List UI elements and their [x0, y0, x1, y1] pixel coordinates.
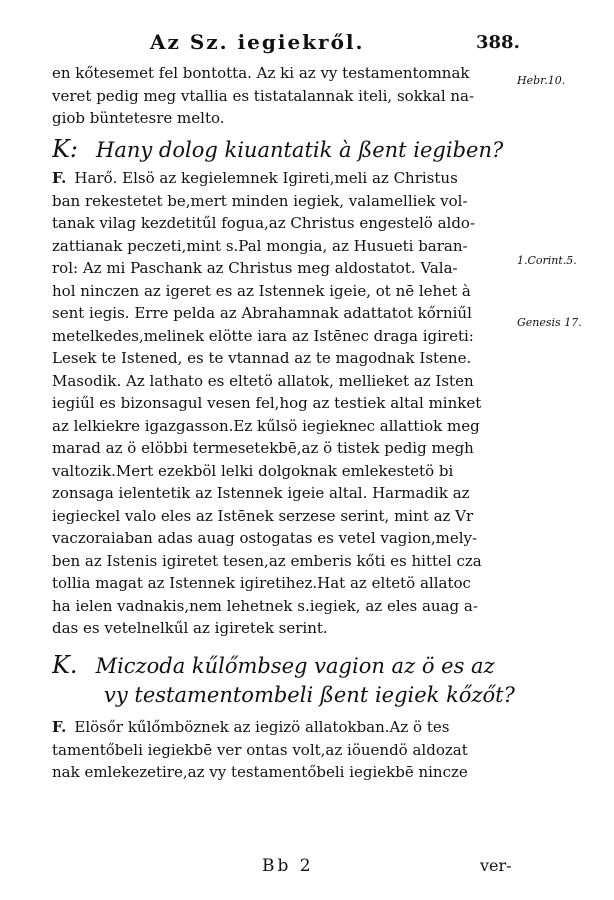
text-line: tanak vilag kezdetitűl fogua,az Christus engestelö aldo- [52, 214, 476, 232]
text-line: valtozik.Mert ezekböl lelki dolgoknak emlekestetö bi [52, 461, 454, 480]
catchword: ver- [480, 856, 512, 875]
question-line [52, 650, 522, 680]
text-line: iegiűl es bizonsagul vesen fel,hog az testiek altal minket [52, 394, 482, 412]
text-line: vaczoraiaban adas auag ostogatas es vetel vagion,mely- [52, 529, 478, 547]
text-line: F. Elösőr kűlőmböznek az iegizö allatokban.Az ö tes [52, 718, 450, 736]
page-number: 388. [476, 32, 520, 53]
question-letter: K. [52, 651, 78, 679]
text-line: tollia magat az Istennek igiretihez.Hat az eltetö allatoc [52, 574, 471, 592]
text-line: az lelkiekre igazgasson.Ez kűlsö iegieknec allattiok meg [52, 416, 480, 435]
question-text: Hany dolog kiuantatik à ßent iegiben? [96, 138, 504, 162]
text-line: zonsaga ielentetik az Istennek igeie altal. Harmadik az [52, 484, 470, 502]
question-text: Miczoda kűlőmbseg vagion az ö es az [95, 654, 495, 678]
answer-marker: F. [52, 718, 67, 736]
text-line: ban rekestetet be,mert minden iegiek, valamelliek vol- [52, 191, 468, 210]
question-2 [52, 650, 522, 710]
text-line: rol: Az mi Paschank az Christus meg aldostatot. Vala- [52, 259, 458, 277]
text-line: F. Harő. Elsö az kegielemnek Igireti,meli az Christus [52, 169, 458, 187]
text-line: ben az Istenis igiretet tesen,az emberis kőti es hittel cza [52, 551, 482, 570]
question-line: vy testamentombeli ßent iegiek kőzőt? [104, 683, 515, 707]
margin-note: Genesis 17. [517, 316, 582, 329]
page-footer [0, 856, 614, 882]
answer-2 [52, 716, 522, 784]
text-line: en kőtesemet fel bontotta. Az ki az vy testamentomnak [52, 64, 470, 82]
text-line: giob büntetesre melto. [52, 109, 225, 127]
question-letter: K: [52, 135, 79, 163]
text-block-1 [52, 62, 522, 130]
text-line: zattianak peczeti,mint s.Pal mongia, az Husueti baran- [52, 236, 468, 255]
text-line: Masodik. Az lathato es eltetö allatok, mellieket az Isten [52, 371, 474, 390]
text-line: ha ielen vadnakis,nem lehetnek s.iegiek, az eles auag a- [52, 596, 478, 615]
answer-marker: F. [52, 169, 67, 187]
text-line: iegieckel valo eles az Istēnek serzese serint, mint az Vr [52, 506, 474, 525]
question-line [52, 134, 522, 164]
text-line: tamentőbeli iegiekbē ver ontas volt,az iöuendö aldozat [52, 740, 468, 759]
text-line: Lesek te Istened, es te vtannad az te magodnak Istene. [52, 349, 472, 367]
margin-note: Hebr.10. [517, 74, 566, 87]
question-1 [52, 134, 522, 164]
margin-note: 1.Corint.5. [517, 254, 577, 267]
running-head-title: Az Sz. iegiekről. [150, 30, 365, 54]
text-line: das es vetelnelkűl az igiretek serint. [52, 619, 328, 637]
signature-mark: Bb 2 [262, 856, 314, 876]
text-line: marad az ö elöbbi termesetekbē,az ö tistek pedig megh [52, 439, 474, 457]
text-line: hol ninczen az igeret es az Istennek igeie, ot nē lehet à [52, 281, 471, 300]
text-line: nak emlekezetire,az vy testamentőbeli iegiekbē nincze [52, 763, 468, 781]
answer-1 [52, 167, 522, 640]
text-line: sent iegis. Erre pelda az Abrahamnak adattatot kőrniűl [52, 304, 472, 322]
text-line: veret pedig meg vtallia es tistatalannak iteli, sokkal na- [52, 86, 475, 105]
text-line: metelkedes,melinek elötte iara az Istēnec draga igireti: [52, 326, 474, 345]
margin-notes [515, 0, 614, 900]
